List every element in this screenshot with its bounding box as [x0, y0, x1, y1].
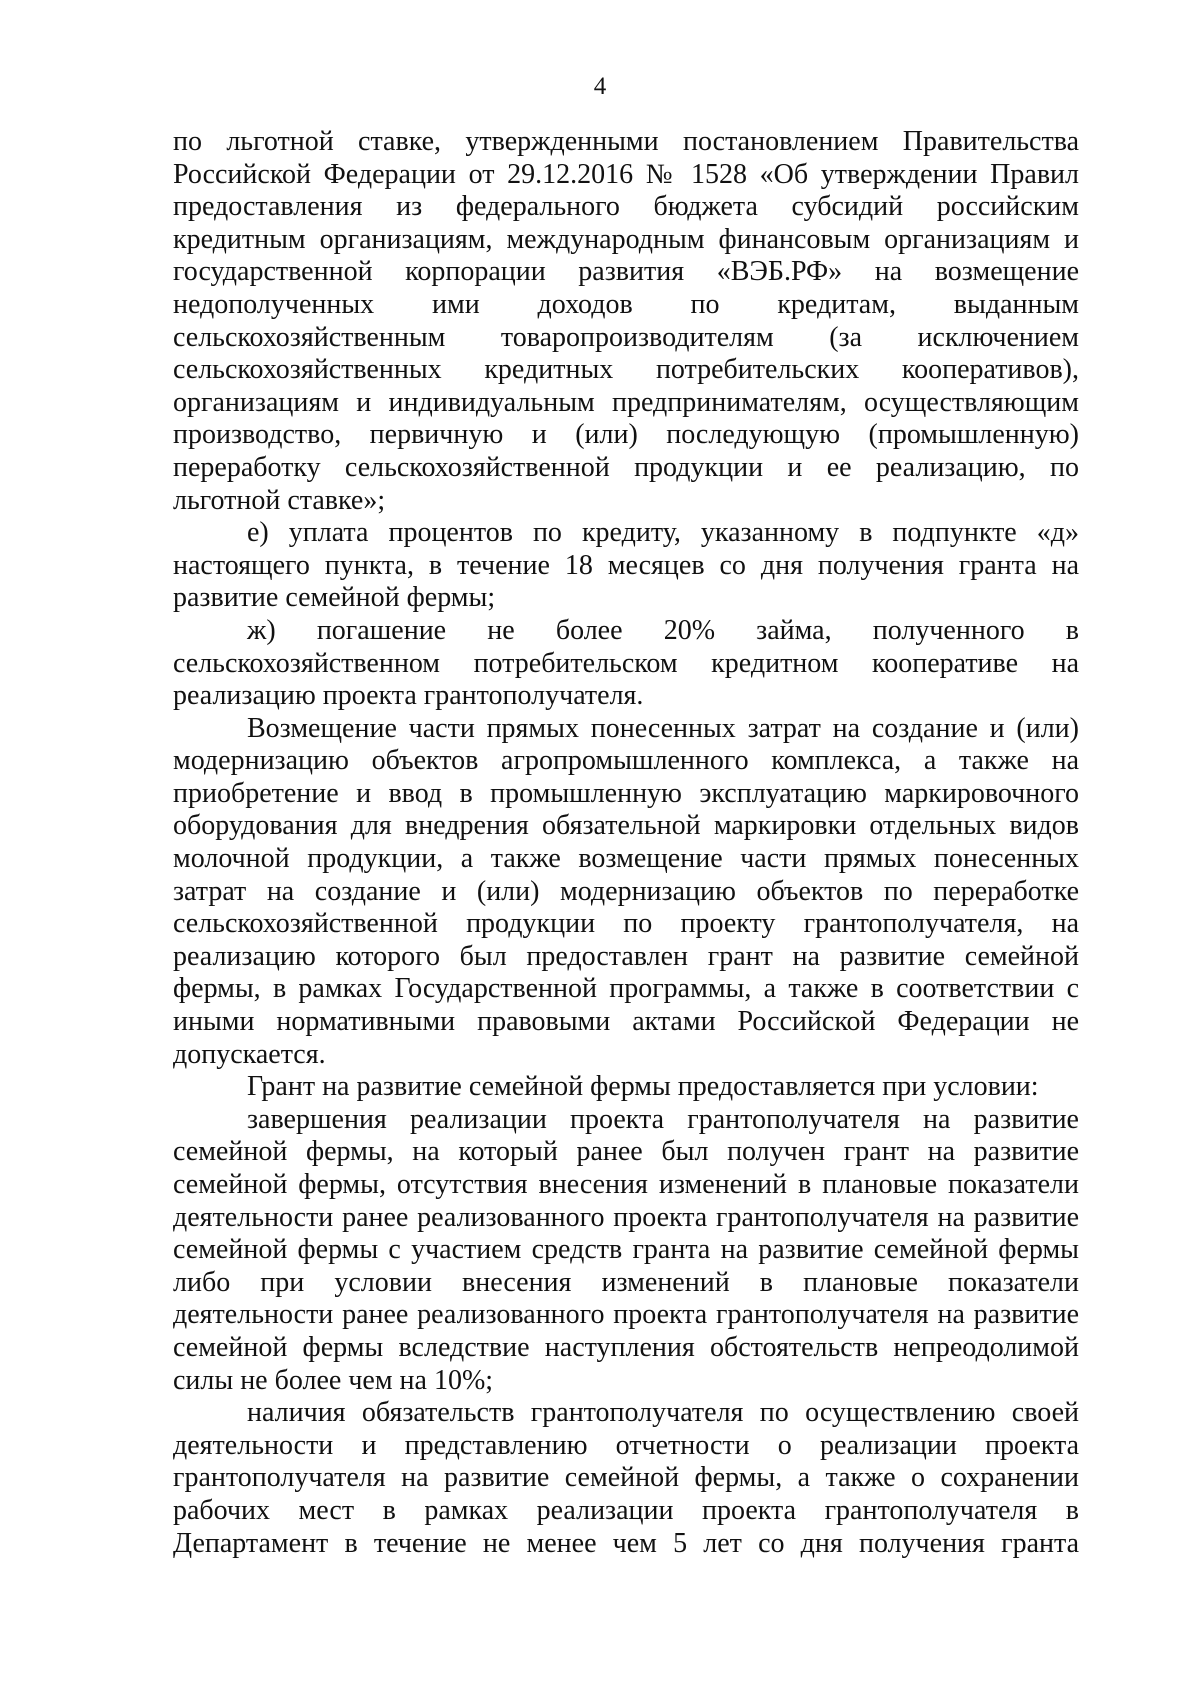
page-number: 4: [593, 73, 607, 100]
paragraph-condition-completion: завершения реализации проекта грантополучателя на развитие семейной фермы, на который ранее был получен грант на развитие семейной фермы, отсутствия внесения изменений в плановые показатели деятельности ранее реализованного проекта грантополучателя на развитие семейной фермы с участием средств гранта на развитие семейной фермы либо при условии внесения изменений в плановые показатели деятельности ранее реализованного проекта грантополучателя на развитие семейной фермы вследствие наступления обстоятельств непреодолимой силы не более чем на 10%;: [173, 1103, 1079, 1396]
paragraph-grant-conditions-intro: Грант на развитие семейной фермы предоставляется при условии:: [247, 1071, 1039, 1103]
document-body: [173, 126, 1079, 1560]
paragraph-item-zh: ж) погашение не более 20% займа, полученного в сельскохозяйственном потребительском кредитном кооперативе на реализацию проекта грантополучателя.: [173, 614, 1079, 712]
paragraph-compensation-restriction: Возмещение части прямых понесенных затрат на создание и (или) модернизацию объектов агропромышленного комплекса, а также на приобретение и ввод в промышленную эксплуатацию маркировочного оборудования для внедрения обязательной маркировки отдельных видов молочной продукции, а также возмещение части прямых понесенных затрат на создание и (или) модернизацию объектов по переработке сельскохозяйственной продукции по проекту грантополучателя, на реализацию которого был предоставлен грант на развитие семейной фермы, в рамках Государственной программы, а также в соответствии с иными нормативными правовыми актами Российской Федерации не допускается.: [173, 712, 1079, 1070]
paragraph-item-e: е) уплата процентов по кредиту, указанному в подпункте «д» настоящего пункта, в течение 18 месяцев со дня получения гранта на развитие семейной фермы;: [173, 517, 1079, 614]
paragraph-condition-obligations: наличия обязательств грантополучателя по осуществлению своей деятельности и представлению отчетности о реализации проекта грантополучателя на развитие семейной фермы, а также о сохранении рабочих мест в рамках реализации проекта грантополучателя в Департамент в течение не менее чем 5 лет со дня получения гранта: [173, 1397, 1079, 1559]
paragraph-continuation: по льготной ставке, утвержденными постановлением Правительства Российской Федерации от 29.12.2016 № 1528 «Об утверждении Правил предоставления из федерального бюджета субсидий российским кредитным организациям, международным финансовым организациям и государственной корпорации развития «ВЭБ.РФ» на возмещение недополученных ими доходов по кредитам, выданным сельскохозяйственным товаропроизводителям (за исключением сельскохозяйственных кредитных потребительских кооперативов), организациям и индивидуальным предпринимателям, осуществляющим производство, первичную и (или) последующую (промышленную) переработку сельскохозяйственной продукции и ее реализацию, по льготной ставке»;: [173, 126, 1079, 516]
